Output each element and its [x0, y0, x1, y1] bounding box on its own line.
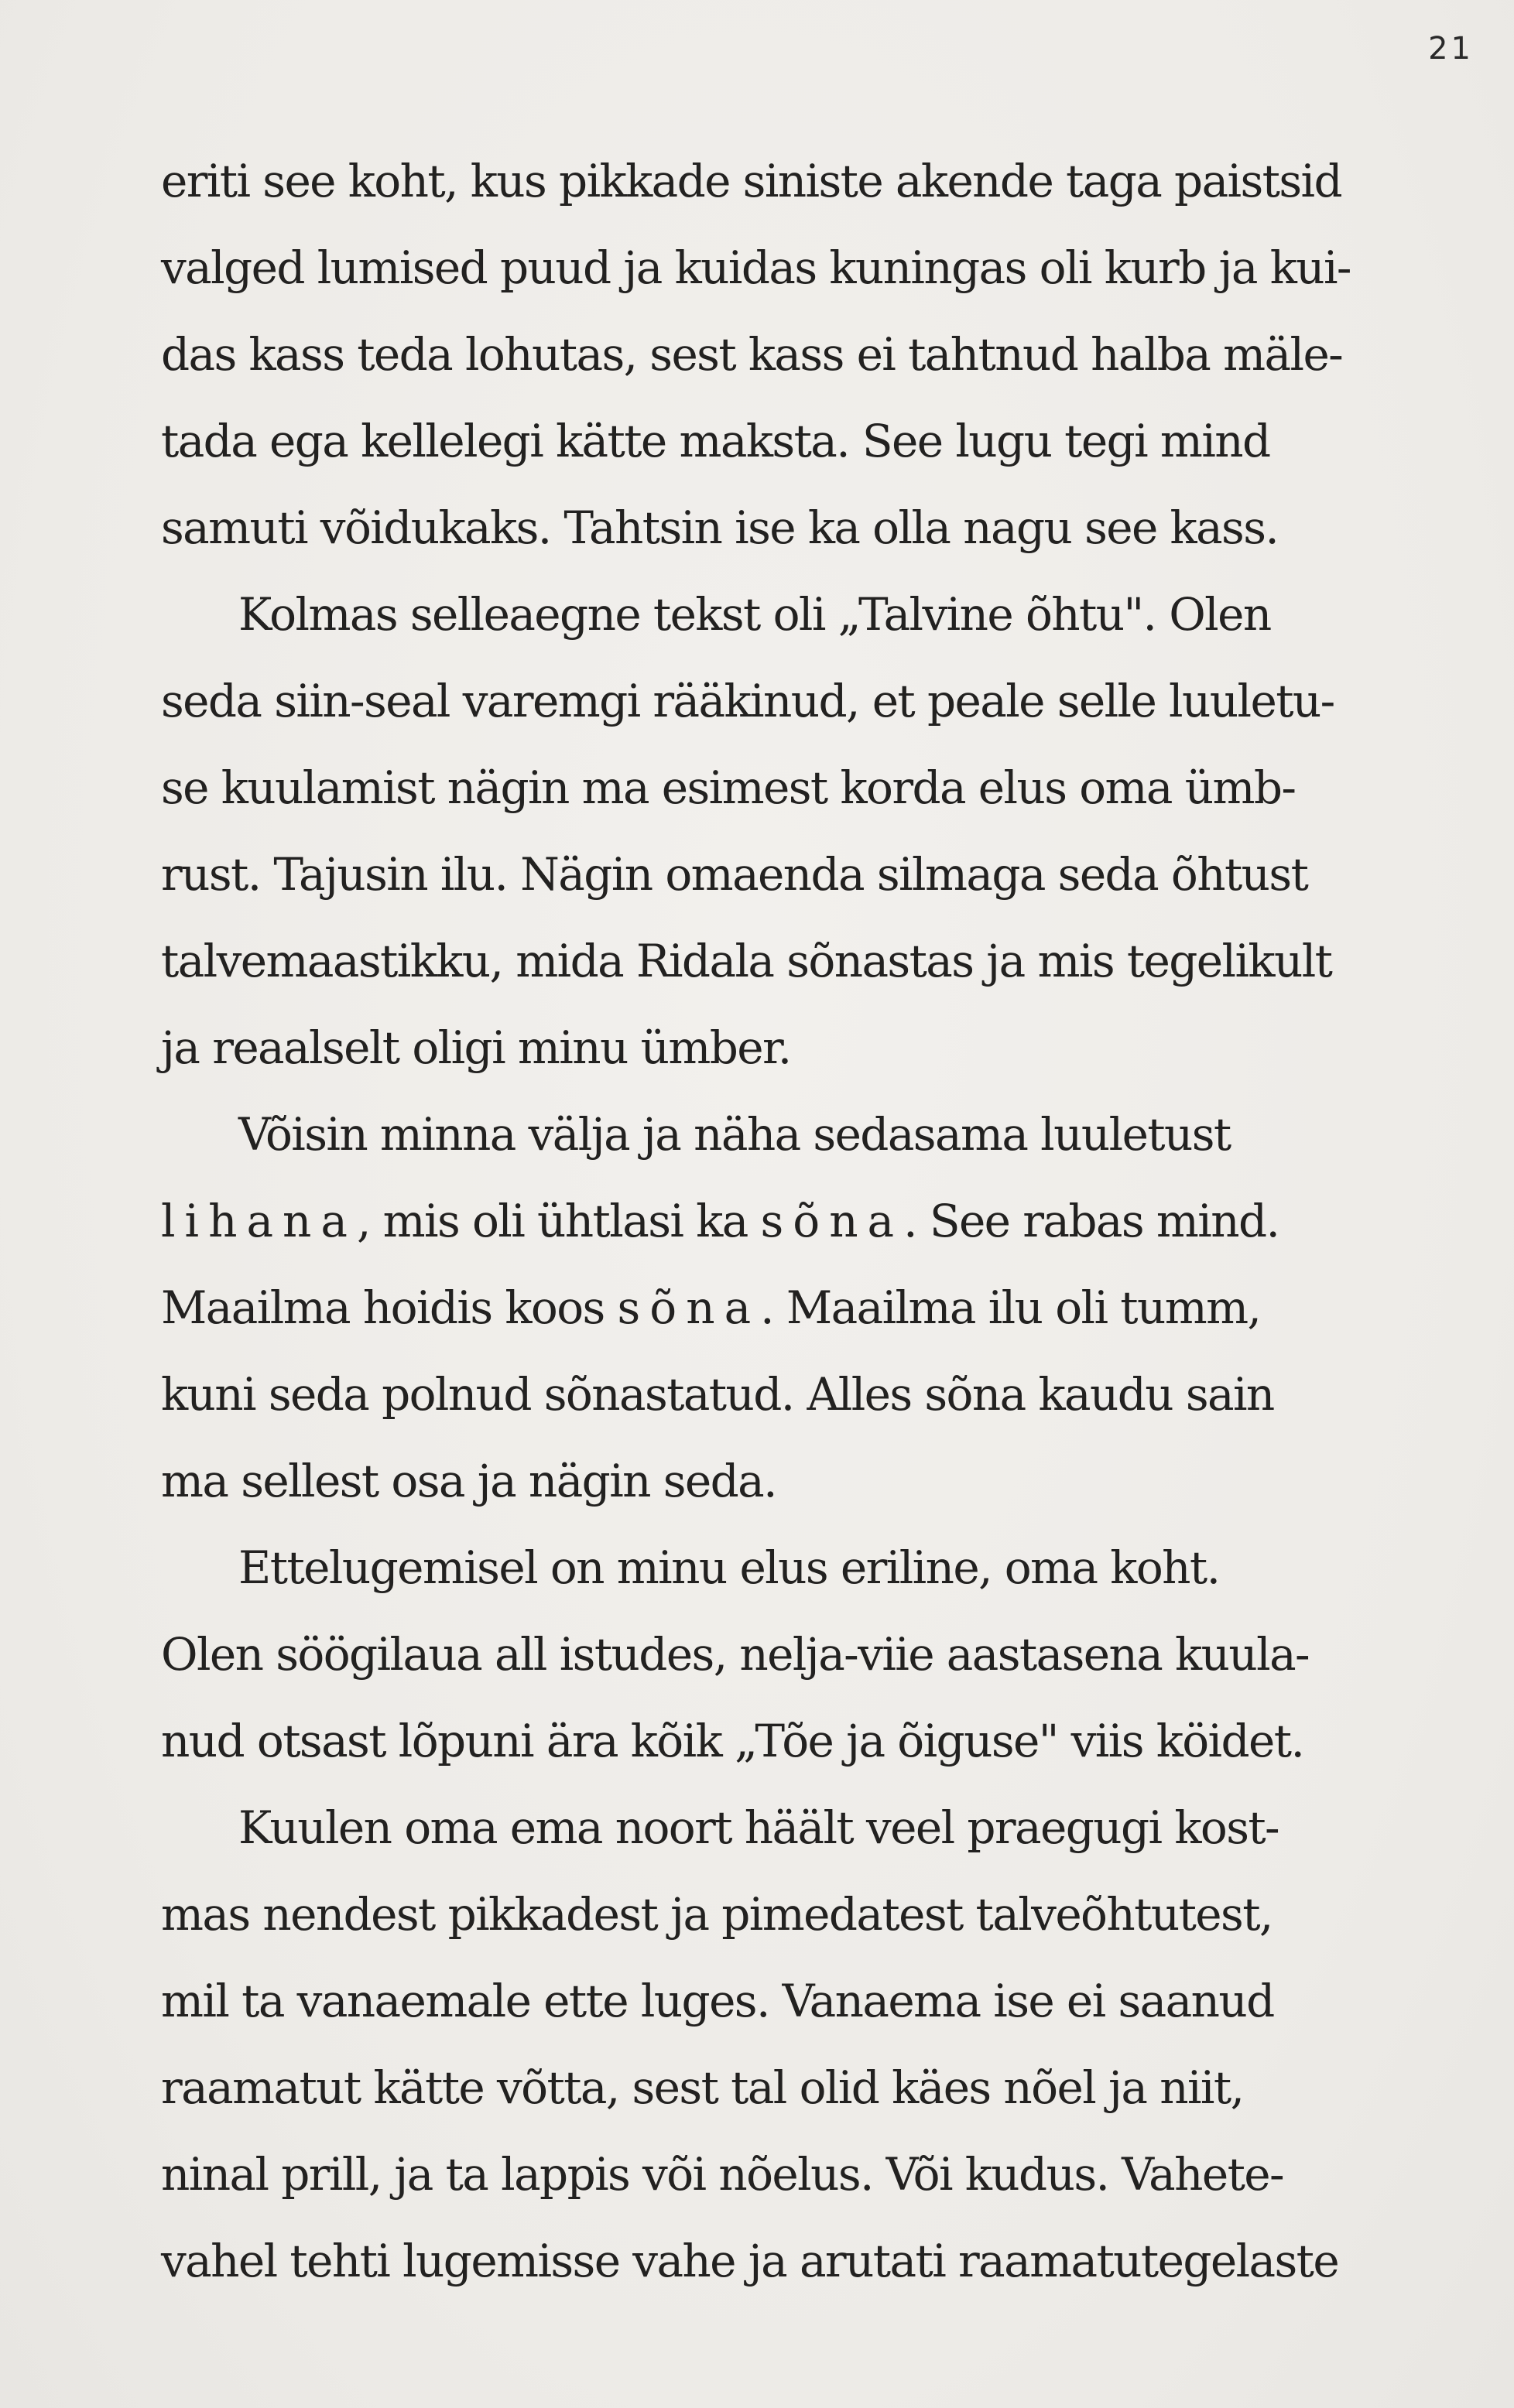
text-line: seda siin-seal varemgi rääkinud, et peale selle luuletu-	[161, 675, 1334, 727]
text-line: Ettelugemisel on minu elus eriline, oma koht.	[238, 1541, 1220, 1594]
body-text	[161, 138, 1353, 2304]
text-fragment: , mis oli ühtlasi ka	[356, 1195, 761, 1247]
text-line: raamatut kätte võtta, sest tal olid käes nõel ja niit,	[161, 2061, 1244, 2114]
text-line: ninal prill, ja ta lappis või nõelus. Või kudus. Vahete-	[161, 2148, 1284, 2201]
text-line: mas nendest pikkadest ja pimedatest talveõhtutest,	[161, 1888, 1273, 1941]
text-line: vahel tehti lugemisse vahe ja arutati raamatutegelaste	[161, 2235, 1339, 2287]
text-line: tada ega kellelegi kätte maksta. See lugu tegi mind	[161, 415, 1270, 467]
text-line	[161, 1178, 1353, 1264]
text-line: talvemaastikku, mida Ridala sõnastas ja mis tegelikult	[161, 935, 1332, 987]
text-line: nud otsast lõpuni ära kõik „Tõe ja õiguse" viis köidet.	[161, 1715, 1304, 1767]
text-line: eriti see koht, kus pikkade siniste akende taga paistsid	[161, 155, 1342, 207]
emphasized-word: lihana	[161, 1195, 357, 1247]
text-line: das kass teda lohutas, sest kass ei tahtnud halba mäle-	[161, 328, 1343, 381]
text-line	[161, 1264, 1353, 1351]
text-line: rust. Tajusin ilu. Nägin omaenda silmaga seda õhtust	[161, 848, 1308, 901]
text-fragment: Maailma hoidis koos	[161, 1281, 618, 1334]
emphasized-word: sõna	[617, 1281, 761, 1334]
page-number: 21	[1428, 31, 1474, 67]
text-line: Kuulen oma ema noort häält veel praegugi kost-	[238, 1801, 1279, 1854]
text-line: samuti võidukaks. Tahtsin ise ka olla nagu see kass.	[161, 501, 1279, 554]
text-fragment: . See rabas mind.	[903, 1195, 1279, 1247]
text-line: kuni seda polnud sõnastatud. Alles sõna kaudu sain	[161, 1368, 1274, 1421]
text-fragment: . Maailma ilu oli tumm,	[760, 1281, 1261, 1334]
text-line: se kuulamist nägin ma esimest korda elus oma ümb-	[161, 761, 1296, 814]
text-line: Kolmas selleaegne tekst oli „Talvine õhtu". Olen	[238, 588, 1271, 641]
emphasized-word: sõna	[760, 1195, 904, 1247]
text-line: ma sellest osa ja nägin seda.	[161, 1455, 776, 1507]
text-line: Võisin minna välja ja näha sedasama luuletust	[238, 1108, 1231, 1161]
text-line: valged lumised puud ja kuidas kuningas oli kurb ja kui-	[161, 241, 1351, 294]
text-line: Olen söögilaua all istudes, nelja-viie aastasena kuula-	[161, 1628, 1310, 1681]
text-line: ja reaalselt oligi minu ümber.	[161, 1021, 791, 1074]
text-line: mil ta vanaemale ette luges. Vanaema ise ei saanud	[161, 1975, 1274, 2027]
